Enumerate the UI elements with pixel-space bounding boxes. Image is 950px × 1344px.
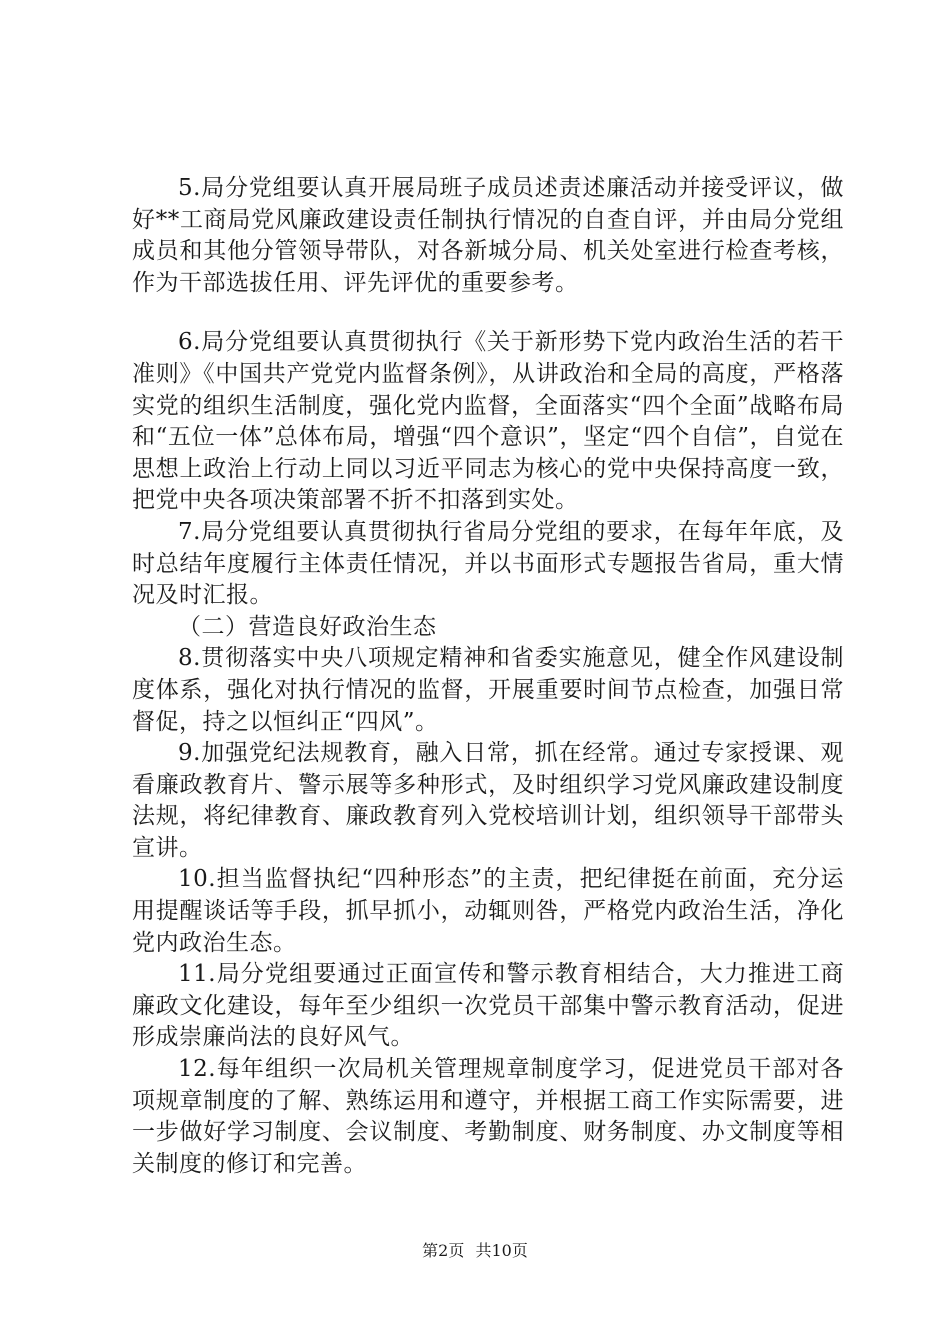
paragraph-item-12: 12.每年组织一次局机关管理规章制度学习，促进党员干部对各项规章制度的了解、熟练运用和遵守，并根据工商工作实际需要，进一步做好学习制度、会议制度、考勤制度、财务制度、办文制度等相关制度的修订和完善。 [132, 1056, 844, 1177]
paragraph-item-5: 5.局分党组要认真开展局班子成员述责述廉活动并接受评议，做好**工商局党风廉政建设责任制执行情况的自查自评，并由局分党组成员和其他分管领导带队，对各新城分局、机关处室进行检查考核，作为干部选拔任用、评先评优的重要参考。 [132, 175, 844, 296]
paragraph-item-9: 9.加强党纪法规教育，融入日常，抓在经常。通过专家授课、观看廉政教育片、警示展等多种形式，及时组织学习党风廉政建设制度法规，将纪律教育、廉政教育列入党校培训计划，组织领导干部带头宣讲。 [132, 740, 844, 861]
paragraph-item-6: 6.局分党组要认真贯彻执行《关于新形势下党内政治生活的若干准则》《中国共产党党内监督条例》，从讲政治和全局的高度，严格落实党的组织生活制度，强化党内监督，全面落实“四个全面”战略布局和“五位一体”总体布局，增强“四个意识”，坚定“四个自信”，自觉在思想上政治上行动上同以习近平同志为核心的党中央保持高度一致，把党中央各项决策部署不折不扣落到实处。 [132, 329, 844, 514]
paragraph-item-10: 10.担当监督执纪“四种形态”的主责，把纪律挺在前面，充分运用提醒谈话等手段，抓早抓小，动辄则咎，严格党内政治生活，净化党内政治生态。 [132, 866, 844, 956]
section-heading: （二）营造良好政治生态 [178, 613, 437, 640]
page-number: 第2页 [422, 1241, 465, 1260]
document-body [132, 173, 844, 1180]
page-total: 共10页 [475, 1241, 528, 1260]
paragraph-item-8: 8.贯彻落实中央八项规定精神和省委实施意见，健全作风建设制度体系，强化对执行情况的监督，开展重要时间节点检查，加强日常督促，持之以恒纠正“四风”。 [132, 645, 844, 735]
page-footer [0, 1241, 950, 1261]
paragraph-item-7: 7.局分党组要认真贯彻执行省局分党组的要求，在每年年底，及时总结年度履行主体责任情况，并以书面形式专题报告省局，重大情况及时汇报。 [132, 518, 844, 609]
paragraph-item-11: 11.局分党组要通过正面宣传和警示教育相结合，大力推进工商廉政文化建设，每年至少组织一次党员干部集中警示教育活动，促进形成崇廉尚法的良好风气。 [132, 961, 844, 1051]
